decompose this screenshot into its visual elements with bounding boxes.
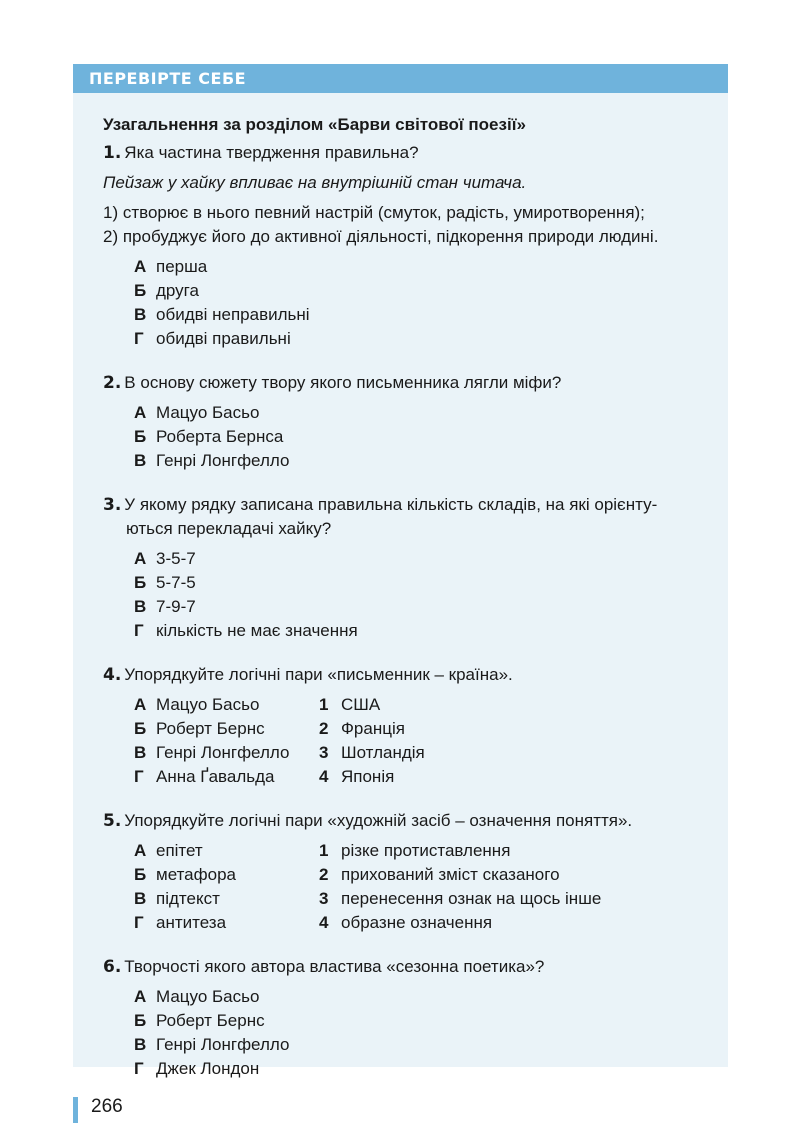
pair-left[interactable] xyxy=(134,765,319,789)
statement-item: 1) створює в нього певний настрій (смуток, радість, умиротворення); xyxy=(103,203,645,222)
option-number: 4 xyxy=(319,767,329,786)
answer-option[interactable] xyxy=(134,425,728,449)
pair-right[interactable] xyxy=(319,741,425,765)
answer-option[interactable] xyxy=(134,401,728,425)
answer-options xyxy=(134,547,728,643)
question-2 xyxy=(103,371,728,395)
option-text: друга xyxy=(156,281,199,300)
self-check-panel xyxy=(73,64,728,1078)
option-letter: Б xyxy=(134,573,147,592)
pair-row xyxy=(134,741,728,765)
question-text: Упорядкуйте логічні пари «художній засіб – означення поняття». xyxy=(124,811,633,830)
option-letter: Г xyxy=(134,329,144,348)
question-number: 1. xyxy=(103,143,122,163)
page-marker xyxy=(73,1097,78,1123)
option-letter: Б xyxy=(134,281,147,300)
question-6 xyxy=(103,955,728,979)
pair-right[interactable] xyxy=(319,887,601,911)
option-text: кількість не має значення xyxy=(156,621,358,640)
option-text: Японія xyxy=(341,767,395,786)
option-letter: А xyxy=(134,695,147,714)
pair-row xyxy=(134,911,728,935)
option-letter: Г xyxy=(134,1059,144,1078)
answer-options xyxy=(134,985,728,1081)
option-text: Джек Лондон xyxy=(156,1059,260,1078)
pair-row xyxy=(134,693,728,717)
question-text: Упорядкуйте логічні пари «письменник – країна». xyxy=(124,665,513,684)
option-text: Мацуо Басьо xyxy=(156,403,260,422)
answer-option[interactable] xyxy=(134,449,728,473)
quiz-content xyxy=(73,93,728,1081)
answer-option[interactable] xyxy=(134,571,728,595)
pair-left[interactable] xyxy=(134,863,319,887)
answer-options xyxy=(134,401,728,473)
answer-option[interactable] xyxy=(134,619,728,643)
option-text: 7-9-7 xyxy=(156,597,196,616)
option-text: Роберт Бернс xyxy=(156,1011,265,1030)
option-letter: А xyxy=(134,257,147,276)
statement-list xyxy=(103,201,728,249)
option-letter: В xyxy=(134,451,147,470)
option-letter: В xyxy=(134,597,147,616)
option-text: Генрі Лонгфелло xyxy=(156,743,290,762)
option-text: підтекст xyxy=(156,889,220,908)
answer-option[interactable] xyxy=(134,279,728,303)
option-letter: В xyxy=(134,889,147,908)
pair-left[interactable] xyxy=(134,717,319,741)
option-letter: Г xyxy=(134,913,144,932)
question-number: 4. xyxy=(103,665,122,685)
pair-right[interactable] xyxy=(319,839,510,863)
option-text: США xyxy=(341,695,381,714)
question-number: 5. xyxy=(103,811,122,831)
option-text: Генрі Лонгфелло xyxy=(156,451,290,470)
answer-option[interactable] xyxy=(134,303,728,327)
answer-option[interactable] xyxy=(134,1009,728,1033)
pair-row xyxy=(134,765,728,789)
question-text: Творчості якого автора властива «сезонна поетика»? xyxy=(124,957,545,976)
option-letter: В xyxy=(134,743,147,762)
pair-row xyxy=(134,887,728,911)
option-letter: А xyxy=(134,403,147,422)
option-text: Франція xyxy=(341,719,405,738)
option-number: 1 xyxy=(319,695,329,714)
pair-row xyxy=(134,839,728,863)
option-text: Мацуо Басьо xyxy=(156,695,260,714)
question-text: У якому рядку записана правильна кількість складів, на які орієнту- xyxy=(124,495,658,514)
pair-left[interactable] xyxy=(134,887,319,911)
pair-left[interactable] xyxy=(134,693,319,717)
pair-row xyxy=(134,863,728,887)
option-letter: В xyxy=(134,305,147,324)
option-text: 5-7-5 xyxy=(156,573,196,592)
option-letter: Г xyxy=(134,767,144,786)
page-number: 266 xyxy=(91,1096,123,1117)
option-number: 4 xyxy=(319,913,329,932)
option-number: 1 xyxy=(319,841,329,860)
question-number: 3. xyxy=(103,495,122,515)
option-text: різке протиставлення xyxy=(341,841,511,860)
answer-option[interactable] xyxy=(134,1033,728,1057)
option-letter: Б xyxy=(134,1011,147,1030)
option-letter: Г xyxy=(134,621,144,640)
answer-option[interactable] xyxy=(134,1057,728,1081)
answer-option[interactable] xyxy=(134,595,728,619)
option-text: обидві неправильні xyxy=(156,305,310,324)
option-letter: А xyxy=(134,841,147,860)
option-letter: Б xyxy=(134,865,147,884)
answer-options xyxy=(134,255,728,351)
answer-option[interactable] xyxy=(134,985,728,1009)
option-text: Роберта Бернса xyxy=(156,427,284,446)
question-text: В основу сюжету твору якого письменника лягли міфи? xyxy=(124,373,562,392)
section-header: ПЕРЕВІРТЕ СЕБЕ xyxy=(73,64,728,93)
answer-option[interactable] xyxy=(134,547,728,571)
option-number: 2 xyxy=(319,865,329,884)
option-letter: А xyxy=(134,549,147,568)
question-text: Яка частина твердження правильна? xyxy=(124,143,419,162)
pair-right[interactable] xyxy=(319,765,394,789)
option-text: 3-5-7 xyxy=(156,549,196,568)
question-3 xyxy=(103,493,728,517)
pair-right[interactable] xyxy=(319,863,560,887)
question-4 xyxy=(103,663,728,687)
pair-right[interactable] xyxy=(319,911,492,935)
section-subtitle: Узагальнення за розділом «Барви світової поезії» xyxy=(103,115,526,134)
pair-left[interactable] xyxy=(134,911,319,935)
option-letter: А xyxy=(134,987,147,1006)
option-text: Роберт Бернс xyxy=(156,719,265,738)
question-statement: Пейзаж у хайку впливає на внутрішній стан читача. xyxy=(103,173,527,192)
option-text: перша xyxy=(156,257,208,276)
option-letter: В xyxy=(134,1035,147,1054)
matching-pairs xyxy=(134,839,728,935)
option-letter: Б xyxy=(134,719,147,738)
matching-pairs xyxy=(134,693,728,789)
option-text: Шотландія xyxy=(341,743,425,762)
option-text: антитеза xyxy=(156,913,227,932)
option-text: Генрі Лонгфелло xyxy=(156,1035,290,1054)
option-letter: Б xyxy=(134,427,147,446)
option-text: обидві правильні xyxy=(156,329,291,348)
pair-left[interactable] xyxy=(134,741,319,765)
option-text: прихований зміст сказаного xyxy=(341,865,560,884)
option-text: перенесення ознак на щось інше xyxy=(341,889,602,908)
option-text: епітет xyxy=(156,841,203,860)
answer-option[interactable] xyxy=(134,327,728,351)
answer-option[interactable] xyxy=(134,255,728,279)
option-text: Анна Ґавальда xyxy=(156,767,275,786)
question-1 xyxy=(103,141,728,165)
question-5 xyxy=(103,809,728,833)
option-text: образне означення xyxy=(341,913,493,932)
question-number: 2. xyxy=(103,373,122,393)
statement-item: 2) пробуджує його до активної діяльності, підкорення природи людині. xyxy=(103,227,659,246)
option-number: 3 xyxy=(319,743,329,762)
question-text-continued: ються перекладачі хайку? xyxy=(126,519,332,538)
option-text: метафора xyxy=(156,865,236,884)
option-text: Мацуо Басьо xyxy=(156,987,260,1006)
pair-right[interactable] xyxy=(319,693,380,717)
pair-row xyxy=(134,717,728,741)
pair-right[interactable] xyxy=(319,717,405,741)
pair-left[interactable] xyxy=(134,839,319,863)
option-number: 2 xyxy=(319,719,329,738)
option-number: 3 xyxy=(319,889,329,908)
question-number: 6. xyxy=(103,957,122,977)
